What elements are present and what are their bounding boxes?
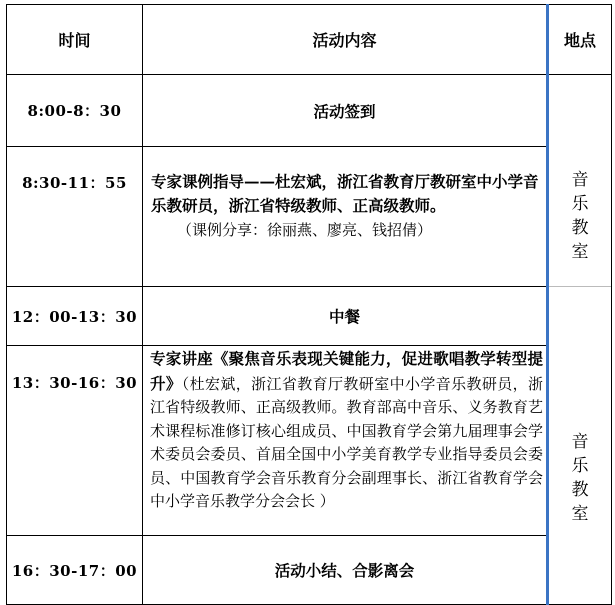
header-content: 活动内容 xyxy=(312,31,377,50)
row-3-time: 12：00-13：30 xyxy=(11,307,138,326)
header-time: 时间 xyxy=(58,31,91,50)
table-rule-dotted xyxy=(549,286,612,287)
row-5-content: 活动小结、合影离会 xyxy=(274,561,415,580)
location-1: 音乐教室 xyxy=(571,170,589,262)
row-3-content: 中餐 xyxy=(328,307,360,326)
header-location: 地点 xyxy=(563,31,596,50)
row-2-content-note: （课例分享：徐丽燕、廖亮、钱招倩） xyxy=(177,221,433,239)
row-2-content-title: 专家课例指导——杜宏斌，浙江省教育厅教研室中小学音乐教研员，浙江省特级教师、正高级教师。 xyxy=(151,172,539,215)
table-column-rule-blue xyxy=(546,4,549,605)
table-border-right xyxy=(611,4,612,605)
row-5-time: 16：30-17：00 xyxy=(11,561,138,580)
row-4-content-note: （杜宏斌，浙江省教育厅教研室中小学音乐教研员，浙江省特级教师、正高级教师。教育部高中音乐、义务教育艺术课程标准修订核心组成员、中国教育学会第九届理事会学术委员会委员、首届全国中小学美育教学专业指导委员会委员、中国教育学会音乐教育分会副理事长、浙江省教育学会中小学音乐教学分会会长 ） xyxy=(150,374,543,510)
row-2-time: 8:30-11：55 xyxy=(22,173,127,192)
row-4-content xyxy=(150,347,543,514)
row-1-time: 8:00-8：30 xyxy=(27,102,122,120)
row-2-content xyxy=(151,170,543,242)
row-4-content-title: 专家讲座《聚焦音乐表现关键能力，促进歌唱教学转型提升》 xyxy=(150,349,543,393)
row-4-time: 13：30-16：30 xyxy=(11,373,138,392)
row-1-content: 活动签到 xyxy=(313,101,376,121)
location-2: 音乐教室 xyxy=(571,432,589,524)
